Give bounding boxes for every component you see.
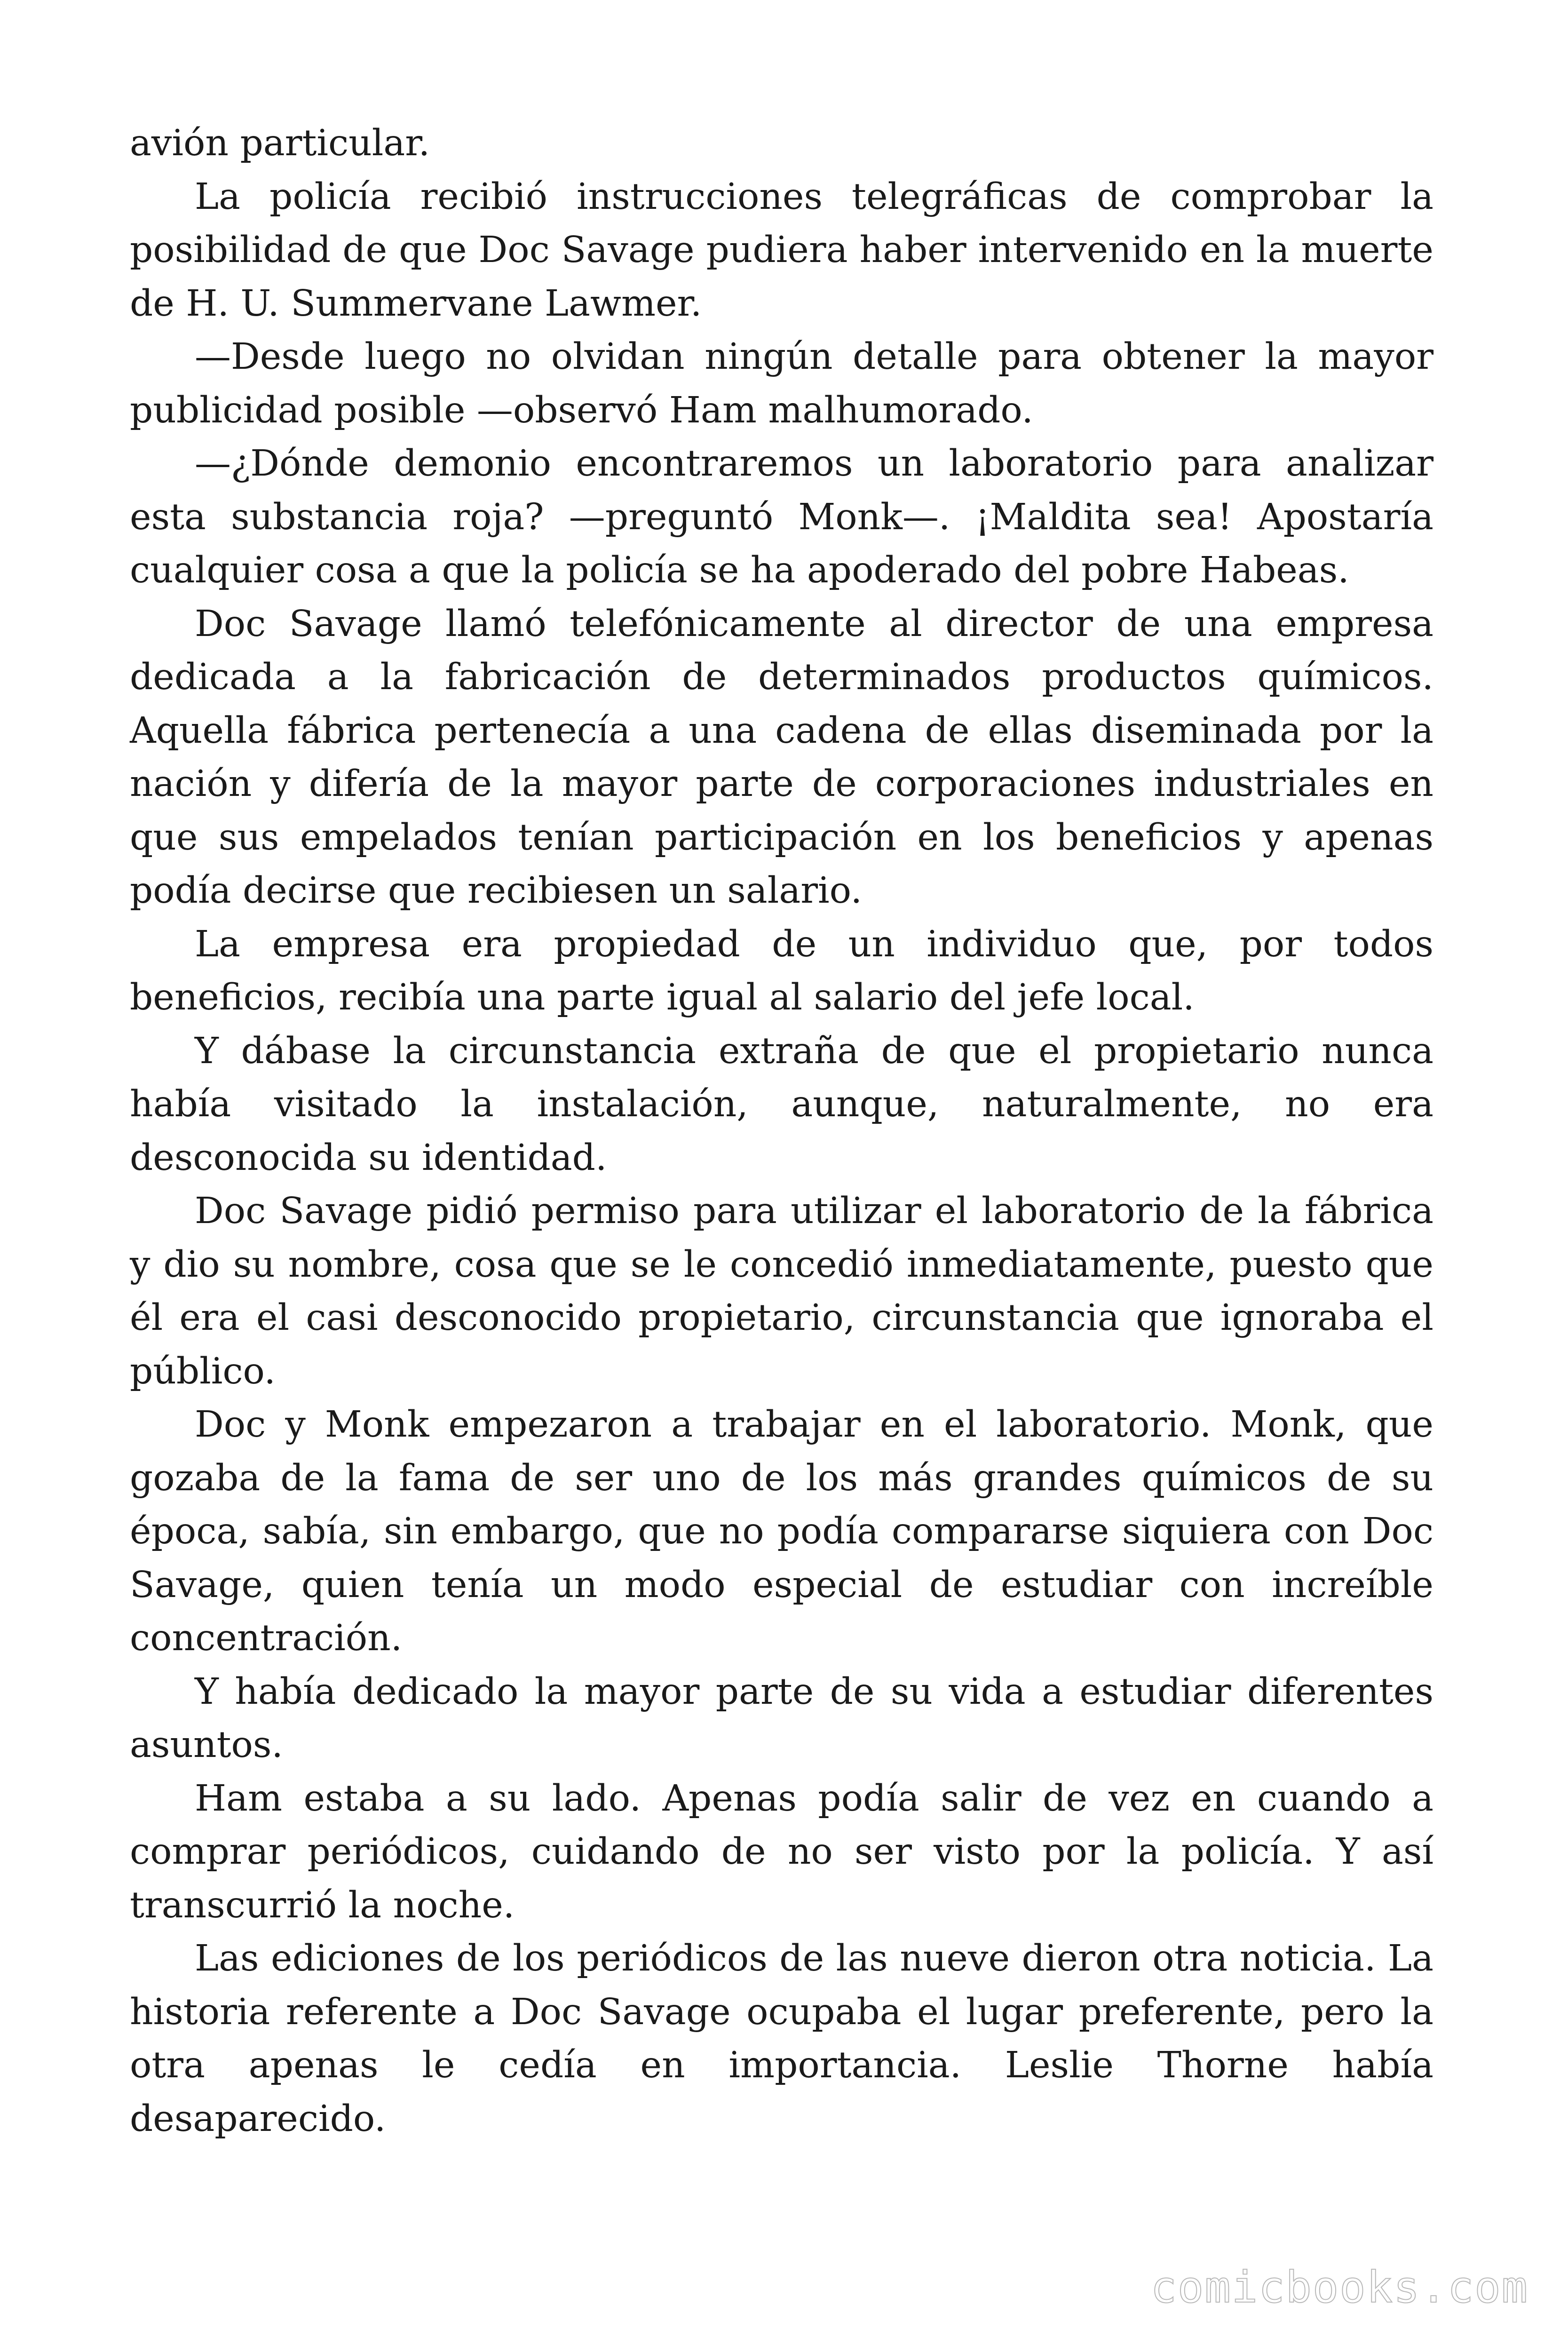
paragraph: —¿Dónde demonio encontraremos un laboratorio para analizar esta substancia roja? —preguntó Monk—. ¡Maldita sea! Apostaría cualquier cosa a que la policía se ha apoderado del pobre Habeas. <box>130 443 1433 591</box>
paragraph: Y había dedicado la mayor parte de su vida a estudiar diferentes asuntos. <box>130 1670 1433 1766</box>
paragraph: avión particular. <box>130 122 430 164</box>
body-text <box>130 117 1433 2145</box>
paragraph: Las ediciones de los periódicos de las nueve dieron otra noticia. La historia referente a Doc Savage ocupaba el lugar preferente, pero la otra apenas le cedía en importancia. Leslie Thorne había desaparecido. <box>130 1938 1433 2140</box>
paragraph: La empresa era propiedad de un individuo que, por todos beneficios, recibía una parte igual al salario del jefe local. <box>130 923 1433 1018</box>
paragraph: Doc Savage pidió permiso para utilizar el laboratorio de la fábrica y dio su nombre, cosa que se le concedió inmediatamente, puesto que él era el casi desconocido propietario, circunstancia que ignoraba el público. <box>130 1190 1433 1392</box>
paragraph: La policía recibió instrucciones telegráficas de comprobar la posibilidad de que Doc Savage pudiera haber intervenido en la muerte de H. U. Summervane Lawmer. <box>130 175 1433 325</box>
paragraph: Y dábase la circunstancia extraña de que el propietario nunca había visitado la instalación, aunque, naturalmente, no era desconocida su identidad. <box>130 1030 1433 1179</box>
paragraph: Ham estaba a su lado. Apenas podía salir de vez en cuando a comprar periódicos, cuidando de no ser visto por la policía. Y así transcurrió la noche. <box>130 1777 1433 1926</box>
paragraph: —Desde luego no olvidan ningún detalle para obtener la mayor publicidad posible —observó Ham malhumorado. <box>130 336 1433 431</box>
paragraph: Doc Savage llamó telefónicamente al director de una empresa dedicada a la fabricación de determinados productos químicos. Aquella fábrica pertenecía a una cadena de ellas diseminada por la nación y difería de la mayor parte de corporaciones industriales en que sus empelados tenían participación en los beneficios y apenas podía decirse que recibiesen un salario. <box>130 603 1433 912</box>
paragraph: Doc y Monk empezaron a trabajar en el laboratorio. Monk, que gozaba de la fama de ser uno de los más grandes químicos de su época, sabía, sin embargo, que no podía compararse siquiera con Doc Savage, quien tenía un modo especial de estudiar con increíble concentración. <box>130 1404 1433 1659</box>
watermark: comicbooks.com <box>1150 2262 1528 2312</box>
